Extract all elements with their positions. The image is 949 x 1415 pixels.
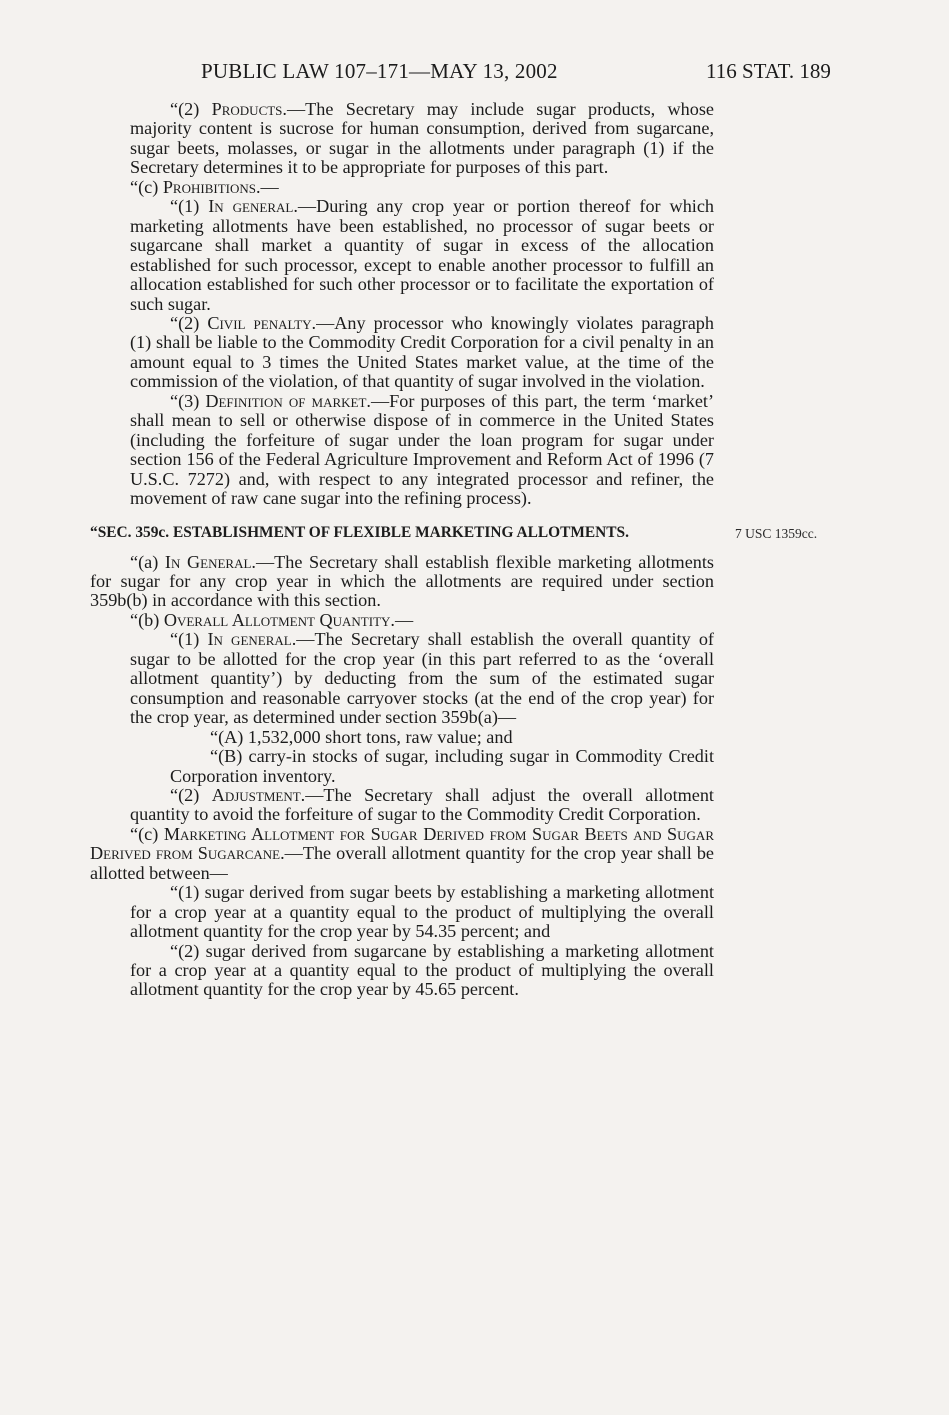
paragraph-text: .—During any crop year or portion thereof for which marketing allotments have been established, no processor of sugar beets or sugarcane shall market a quantity of sugar in excess of the allocation established for such processor, except to enable another processor to fulfill an allocation established for such other processor or to facilitate the exportation of such sugar. bbox=[130, 196, 715, 314]
margin-citation: 7 USC 1359cc. bbox=[735, 525, 818, 541]
paragraph-c2: “(2) sugar derived from sugarcane by establishing a marketing allotment for a crop year at a quantity equal to the product of multiplying the overall allotment quantity for the crop year by 45.65 percent. bbox=[130, 940, 714, 1000]
subsection-text: .— bbox=[255, 176, 279, 197]
paragraph-heading: Definition of market bbox=[205, 390, 367, 411]
subsection-number: “(a) bbox=[130, 551, 165, 572]
paragraph-heading: In general bbox=[208, 196, 294, 217]
paragraph-text: .—For purposes of this part, the term ‘market’ shall mean to sell or otherwise dispose of in commerce in the United States (including the forfeiture of sugar under the loan program for sugar under section 156 of the Federal Agriculture Improvement and Reform Act of 1996 (7 U.S.C. 7272) and, with respect to any integrated processor and refiner, the movement of raw cane sugar into the refining process). bbox=[130, 390, 715, 509]
paragraph-number: “(2) bbox=[170, 99, 212, 119]
document-body bbox=[90, 99, 818, 1000]
header-title: PUBLIC LAW 107–171—MAY 13, 2002 bbox=[201, 59, 558, 83]
paragraph-heading: Civil penalty bbox=[207, 312, 312, 333]
section-heading bbox=[90, 523, 818, 542]
paragraph-number: “(2) bbox=[170, 312, 208, 333]
paragraph-definition-of-market bbox=[90, 392, 714, 509]
header-stat-page: 116 STAT. 189 bbox=[706, 59, 831, 83]
subsection-heading: Prohibitions bbox=[162, 176, 256, 197]
paragraph-b2-adjustment bbox=[90, 786, 714, 825]
paragraph-text: .—The Secretary shall adjust the overall allotment quantity to avoid the forfeiture of sugar to the Commodity Credit Corporation. bbox=[130, 784, 714, 825]
subsection-a-in-general bbox=[90, 553, 714, 611]
paragraph-civil-penalty bbox=[90, 314, 714, 392]
subsection-number: “(c) bbox=[130, 823, 164, 844]
subsection-prohibitions bbox=[90, 178, 714, 197]
paragraph-heading: In general bbox=[207, 629, 292, 650]
subparagraph-b: “(B) carry-in stocks of sugar, including sugar in Commodity Credit Corporation inventory. bbox=[170, 746, 714, 786]
paragraph-heading: Adjustment bbox=[211, 784, 301, 805]
subsection-heading: Overall Allotment Quantity bbox=[163, 609, 391, 630]
paragraph-c1: “(1) sugar derived from sugar beets by establishing a marketing allotment for a crop year at a quantity equal to the product of multiplying the overall allotment quantity for the crop year by 54.35 percent; and bbox=[130, 882, 714, 942]
subsection-text: .—The Secretary shall establish flexible marketing allotments for sugar for any crop year in which the allotments are required under section 359b(b) in accordance with this section. bbox=[90, 551, 714, 611]
subsection-number: “(b) bbox=[130, 609, 164, 630]
subsection-number: “(c) bbox=[130, 176, 163, 197]
paragraph-text: .—The Secretary shall establish the overall quantity of sugar to be allotted for the crop year (in this part referred to as the ‘overall allotment quantity’) by deducting from the sum of the estimated sugar consumption and reasonable carryover stocks (at the end of the crop year) for the crop year, as determined under section 359b(a)— bbox=[130, 629, 714, 728]
paragraph-number: “(3) bbox=[170, 390, 206, 411]
subsection-heading: Marketing Allotment for Sugar Derived from Sugar Beets and Sugar Derived from Sugarcane bbox=[90, 823, 714, 864]
page-header bbox=[0, 59, 949, 89]
subsection-heading: In General bbox=[164, 551, 252, 572]
paragraph-heading: Products bbox=[211, 99, 283, 119]
subparagraph-a: “(A) 1,532,000 short tons, raw value; and bbox=[210, 726, 513, 747]
paragraph-in-general bbox=[90, 197, 714, 314]
paragraph-products bbox=[90, 100, 714, 178]
subsection-text: .—The overall allotment quantity for the crop year shall be allotted between— bbox=[90, 843, 715, 883]
paragraph-number: “(2) bbox=[170, 784, 212, 805]
subsection-text: .— bbox=[390, 609, 414, 630]
paragraph-text: .—Any processor who knowingly violates paragraph (1) shall be liable to the Commodity Credit Corporation for a civil penalty in an amount equal to 3 times the United States market value, at the time of the commission of the violation, of that quantity of sugar involved in the violation. bbox=[130, 312, 714, 392]
paragraph-number: “(1) bbox=[170, 196, 209, 217]
paragraph-text: .—The Secretary may include sugar products, whose majority content is sucrose for human consumption, derived from sugarcane, sugar beets, molasses, or sugar in the allotments under paragraph (1) if the Secretary determines it to be appropriate for purposes of this part. bbox=[130, 99, 714, 178]
subsection-b-overall-allotment bbox=[90, 611, 714, 630]
subsection-c-marketing-allotment bbox=[90, 825, 714, 883]
paragraph-number: “(1) bbox=[170, 629, 208, 650]
section-title: “SEC. 359c. ESTABLISHMENT OF FLEXIBLE MARKETING ALLOTMENTS. bbox=[90, 523, 629, 541]
paragraph-b1-in-general bbox=[90, 630, 714, 727]
